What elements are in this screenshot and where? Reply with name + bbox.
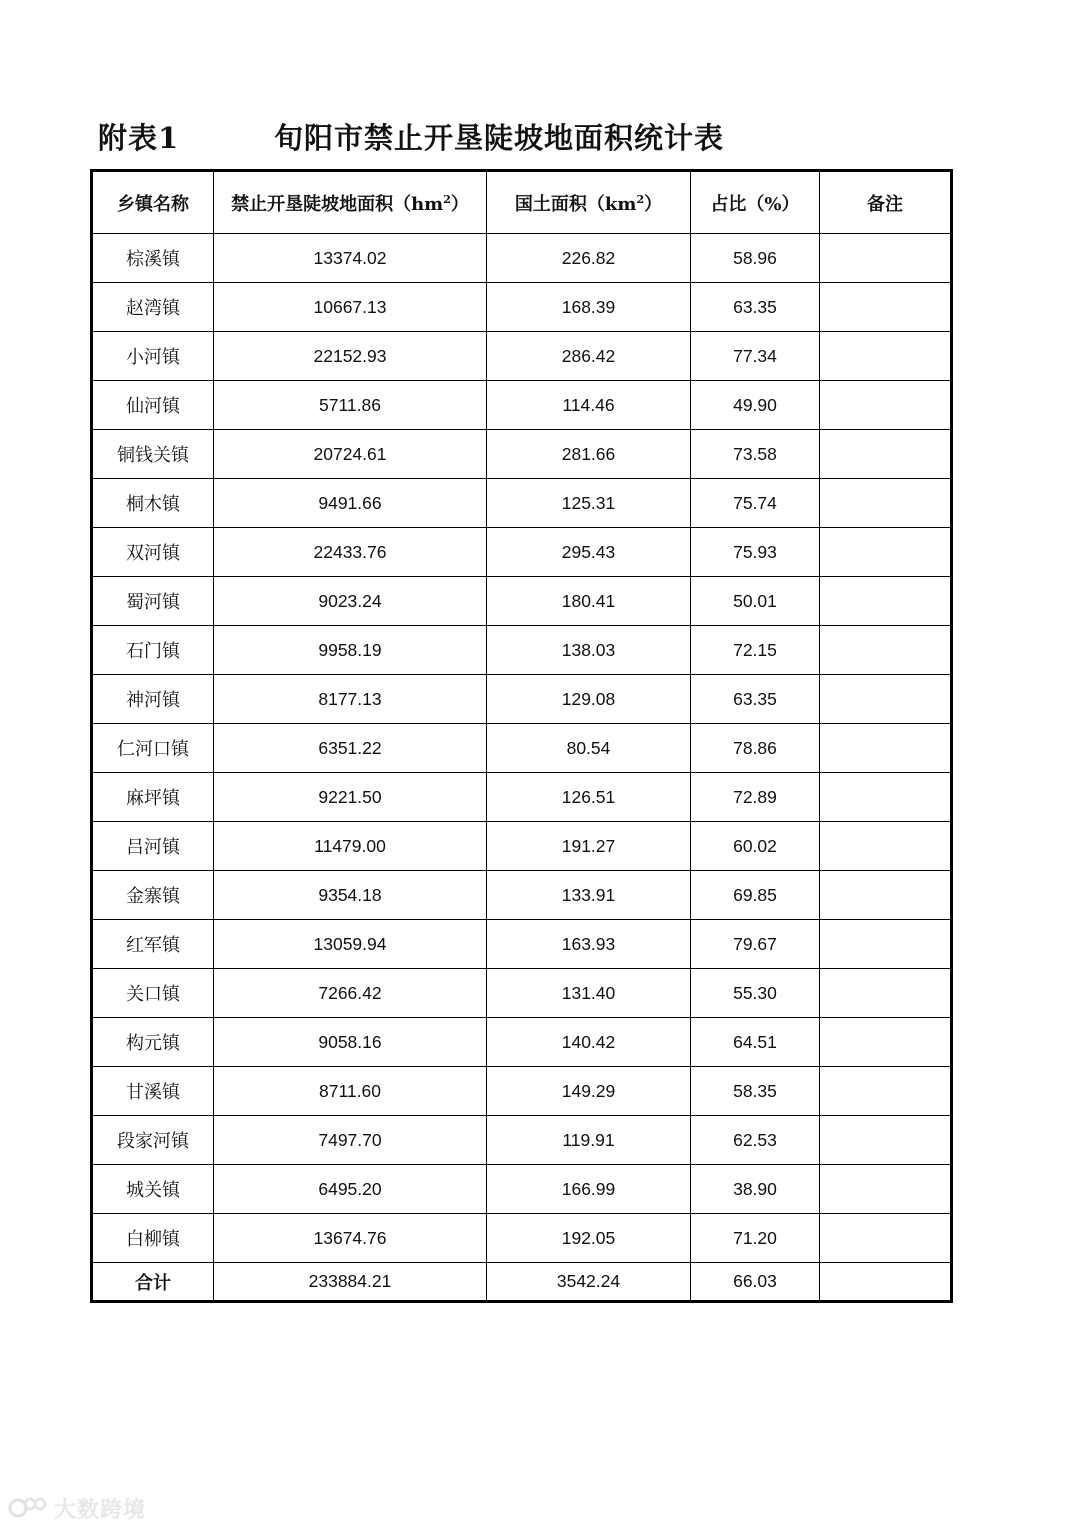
cell-ratio: 79.67	[691, 920, 820, 969]
cell-ratio: 62.53	[691, 1116, 820, 1165]
cell-town-name: 段家河镇	[92, 1116, 214, 1165]
cell-town-name: 神河镇	[92, 675, 214, 724]
cell-prohibited-area: 20724.61	[214, 430, 487, 479]
table-header-row	[92, 171, 952, 234]
table-row	[92, 430, 952, 479]
cell-town-name: 铜钱关镇	[92, 430, 214, 479]
cell-note	[820, 1116, 952, 1165]
cell-town-name: 构元镇	[92, 1018, 214, 1067]
cell-note	[820, 871, 952, 920]
total-land-area: 3542.24	[487, 1263, 691, 1302]
cell-land-area: 281.66	[487, 430, 691, 479]
cell-land-area: 125.31	[487, 479, 691, 528]
table-row	[92, 381, 952, 430]
cell-prohibited-area: 9491.66	[214, 479, 487, 528]
cell-note	[820, 528, 952, 577]
cell-note	[820, 920, 952, 969]
cell-note	[820, 479, 952, 528]
cell-land-area: 126.51	[487, 773, 691, 822]
cell-town-name: 双河镇	[92, 528, 214, 577]
cell-land-area: 129.08	[487, 675, 691, 724]
cell-ratio: 72.89	[691, 773, 820, 822]
table-row	[92, 1018, 952, 1067]
cell-land-area: 140.42	[487, 1018, 691, 1067]
table-row	[92, 773, 952, 822]
cell-ratio: 64.51	[691, 1018, 820, 1067]
cell-town-name: 甘溪镇	[92, 1067, 214, 1116]
cell-prohibited-area: 9958.19	[214, 626, 487, 675]
watermark-text: 大数跨境	[54, 1497, 147, 1523]
table-row	[92, 724, 952, 773]
table-row	[92, 920, 952, 969]
statistics-table	[90, 169, 953, 1303]
cell-ratio: 71.20	[691, 1214, 820, 1263]
cell-prohibited-area: 7497.70	[214, 1116, 487, 1165]
header-land-area-label: 国土面积（km	[514, 193, 637, 215]
cell-prohibited-area: 6351.22	[214, 724, 487, 773]
cell-prohibited-area: 10667.13	[214, 283, 487, 332]
cell-town-name: 仁河口镇	[92, 724, 214, 773]
cell-ratio: 58.35	[691, 1067, 820, 1116]
table-row	[92, 1116, 952, 1165]
cell-note	[820, 283, 952, 332]
cell-land-area: 168.39	[487, 283, 691, 332]
table-row	[92, 234, 952, 283]
cell-ratio: 50.01	[691, 577, 820, 626]
header-land-area	[487, 171, 691, 234]
cell-land-area: 180.41	[487, 577, 691, 626]
cell-note	[820, 626, 952, 675]
page-title: 旬阳市禁止开垦陡坡地面积统计表	[274, 121, 725, 155]
cell-prohibited-area: 22433.76	[214, 528, 487, 577]
cell-prohibited-area: 8177.13	[214, 675, 487, 724]
table-row	[92, 675, 952, 724]
cell-town-name: 城关镇	[92, 1165, 214, 1214]
cell-ratio: 77.34	[691, 332, 820, 381]
cell-prohibited-area: 6495.20	[214, 1165, 487, 1214]
table-body	[92, 234, 952, 1263]
watermark	[8, 1490, 146, 1526]
table-row	[92, 871, 952, 920]
cell-land-area: 80.54	[487, 724, 691, 773]
header-land-area-sup: 2	[636, 192, 645, 206]
cell-land-area: 191.27	[487, 822, 691, 871]
cell-note	[820, 1214, 952, 1263]
cell-note	[820, 1018, 952, 1067]
cell-land-area: 295.43	[487, 528, 691, 577]
cell-ratio: 69.85	[691, 871, 820, 920]
cell-ratio: 75.93	[691, 528, 820, 577]
document-title-row	[98, 116, 958, 160]
cell-ratio: 63.35	[691, 675, 820, 724]
cell-land-area: 114.46	[487, 381, 691, 430]
cell-note	[820, 675, 952, 724]
cell-prohibited-area: 11479.00	[214, 822, 487, 871]
watermark-logo-icon	[8, 1494, 48, 1522]
cell-ratio: 60.02	[691, 822, 820, 871]
cell-prohibited-area: 9023.24	[214, 577, 487, 626]
cell-note	[820, 234, 952, 283]
cell-land-area: 133.91	[487, 871, 691, 920]
cell-land-area: 119.91	[487, 1116, 691, 1165]
cell-note	[820, 332, 952, 381]
cell-land-area: 138.03	[487, 626, 691, 675]
cell-prohibited-area: 8711.60	[214, 1067, 487, 1116]
cell-note	[820, 822, 952, 871]
cell-note	[820, 381, 952, 430]
cell-land-area: 131.40	[487, 969, 691, 1018]
table-row	[92, 626, 952, 675]
cell-ratio: 72.15	[691, 626, 820, 675]
cell-town-name: 金寨镇	[92, 871, 214, 920]
cell-town-name: 红军镇	[92, 920, 214, 969]
cell-note	[820, 430, 952, 479]
header-prohibited-area	[214, 171, 487, 234]
header-note: 备注	[820, 171, 952, 234]
cell-prohibited-area: 5711.86	[214, 381, 487, 430]
table-row	[92, 577, 952, 626]
cell-prohibited-area: 7266.42	[214, 969, 487, 1018]
table-row	[92, 1214, 952, 1263]
table-row	[92, 528, 952, 577]
cell-ratio: 55.30	[691, 969, 820, 1018]
cell-ratio: 38.90	[691, 1165, 820, 1214]
cell-town-name: 石门镇	[92, 626, 214, 675]
table-row	[92, 332, 952, 381]
cell-town-name: 桐木镇	[92, 479, 214, 528]
cell-town-name: 小河镇	[92, 332, 214, 381]
header-prohibited-area-sup: 2	[443, 192, 451, 206]
cell-ratio: 78.86	[691, 724, 820, 773]
cell-note	[820, 724, 952, 773]
cell-town-name: 蜀河镇	[92, 577, 214, 626]
cell-town-name: 关口镇	[92, 969, 214, 1018]
cell-note	[820, 969, 952, 1018]
table-row	[92, 1165, 952, 1214]
cell-land-area: 286.42	[487, 332, 691, 381]
title-prefix: 附表1	[98, 121, 180, 155]
header-prohibited-area-close: ）	[450, 193, 469, 215]
table-row	[92, 283, 952, 332]
table-row	[92, 969, 952, 1018]
cell-prohibited-area: 13374.02	[214, 234, 487, 283]
cell-land-area: 192.05	[487, 1214, 691, 1263]
cell-town-name: 麻坪镇	[92, 773, 214, 822]
cell-prohibited-area: 9058.16	[214, 1018, 487, 1067]
cell-town-name: 吕河镇	[92, 822, 214, 871]
cell-ratio: 75.74	[691, 479, 820, 528]
header-ratio: 占比（%）	[691, 171, 820, 234]
cell-town-name: 棕溪镇	[92, 234, 214, 283]
table-total-row	[92, 1263, 952, 1302]
header-prohibited-area-label: 禁止开垦陡坡地面积（hm	[231, 193, 444, 215]
header-town-name: 乡镇名称	[92, 171, 214, 234]
header-land-area-close: ）	[644, 193, 663, 215]
cell-note	[820, 1067, 952, 1116]
cell-prohibited-area: 9354.18	[214, 871, 487, 920]
table-row	[92, 1067, 952, 1116]
cell-town-name: 赵湾镇	[92, 283, 214, 332]
cell-ratio: 49.90	[691, 381, 820, 430]
table-row	[92, 822, 952, 871]
cell-prohibited-area: 22152.93	[214, 332, 487, 381]
cell-note	[820, 773, 952, 822]
cell-town-name: 白柳镇	[92, 1214, 214, 1263]
cell-prohibited-area: 13059.94	[214, 920, 487, 969]
cell-prohibited-area: 9221.50	[214, 773, 487, 822]
total-name: 合计	[92, 1263, 214, 1302]
total-prohibited-area: 233884.21	[214, 1263, 487, 1302]
table-row	[92, 479, 952, 528]
cell-land-area: 166.99	[487, 1165, 691, 1214]
total-note	[820, 1263, 952, 1302]
cell-prohibited-area: 13674.76	[214, 1214, 487, 1263]
cell-ratio: 63.35	[691, 283, 820, 332]
cell-land-area: 163.93	[487, 920, 691, 969]
cell-land-area: 226.82	[487, 234, 691, 283]
cell-ratio: 58.96	[691, 234, 820, 283]
cell-ratio: 73.58	[691, 430, 820, 479]
cell-note	[820, 577, 952, 626]
cell-note	[820, 1165, 952, 1214]
cell-land-area: 149.29	[487, 1067, 691, 1116]
total-ratio: 66.03	[691, 1263, 820, 1302]
cell-town-name: 仙河镇	[92, 381, 214, 430]
